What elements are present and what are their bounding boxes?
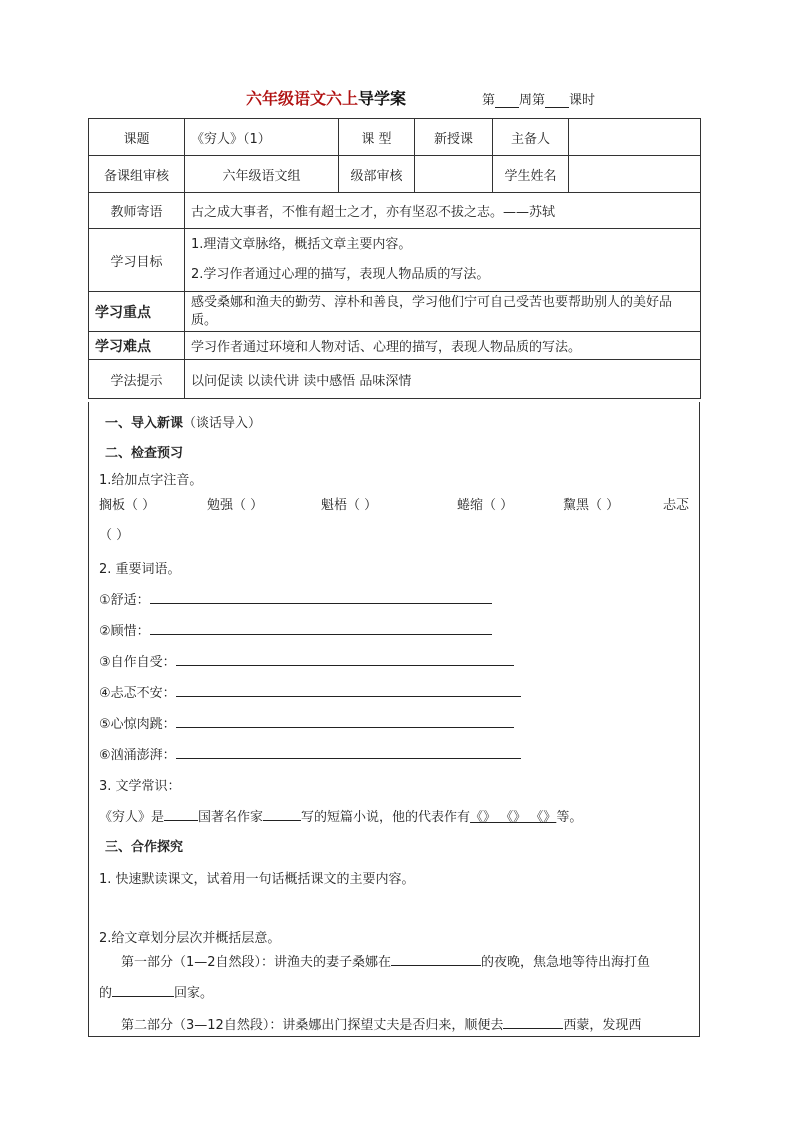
vocab-item-2: ②顾惜： xyxy=(99,620,492,639)
pinyin-item-2[interactable]: 勉强（ ） xyxy=(207,498,264,513)
part-1-blank-a[interactable] xyxy=(391,953,481,966)
vocab-answer-line[interactable] xyxy=(176,715,514,728)
period-blank[interactable] xyxy=(545,93,569,108)
pinyin-item-6-blank[interactable]: （ ） xyxy=(99,528,130,543)
difficulty-label: 学习难点 xyxy=(89,332,185,360)
exploration-2: 2.给文章划分层次并概括层意。 xyxy=(99,931,281,946)
pinyin-item-5[interactable]: 黧黑（ ） xyxy=(563,498,620,513)
part-1-summary-cont: 的 回家。 xyxy=(99,986,214,1001)
teacher-message: 古之成大事者，不惟有超士之才，亦有坚忍不拔之志。——苏轼 xyxy=(185,193,701,229)
teacher-message-label: 教师寄语 xyxy=(89,193,185,229)
lesson-info-table xyxy=(88,118,701,399)
vocab-answer-line[interactable] xyxy=(150,591,492,604)
vocab-item-1: ①舒适： xyxy=(99,589,492,608)
country-blank[interactable] xyxy=(164,808,198,821)
part-2-blank[interactable] xyxy=(503,1016,563,1029)
section-1-heading: 一、导入新课（谈话导入） xyxy=(105,416,262,431)
section-2-heading: 二、检查预习 xyxy=(105,446,184,461)
pinyin-item-4[interactable]: 蜷缩（ ） xyxy=(457,498,514,513)
week-blank[interactable] xyxy=(495,93,519,108)
vocab-item-4: ④忐忑不安： xyxy=(99,682,521,701)
pinyin-item-1[interactable]: 搁板（ ） xyxy=(99,498,156,513)
focus-label: 学习重点 xyxy=(89,292,185,332)
method-label: 学法提示 xyxy=(89,360,185,399)
student-name-value[interactable] xyxy=(569,156,701,193)
lesson-value: 《穷人》（1） xyxy=(185,119,339,156)
lesson-label: 课题 xyxy=(89,119,185,156)
document-title: 六年级语文六上导学案 xyxy=(246,89,407,108)
group-review-label: 备课组审核 xyxy=(89,156,185,193)
question-1: 1.给加点字注音。 xyxy=(99,473,203,488)
goal-2: 2.学习作者通过心理的描写，表现人物品质的写法。 xyxy=(191,267,490,282)
exploration-1: 1. 快速默读课文，试着用一句话概括课文的主要内容。 xyxy=(99,872,415,887)
vocab-item-6: ⑥汹涌澎湃： xyxy=(99,744,521,763)
vocab-item-3: ③自作自受： xyxy=(99,651,514,670)
part-1-blank-b[interactable] xyxy=(112,984,174,997)
part-2-summary: 第二部分（3—12自然段）：讲桑娜出门探望丈夫是否归来，顺便去 西蒙，发现西 xyxy=(121,1018,642,1033)
question-3: 3. 文学常识： xyxy=(99,779,181,794)
question-2: 2. 重要词语。 xyxy=(99,562,181,577)
week-period-field: 第 周第 课时 xyxy=(482,93,596,108)
student-name-label: 学生姓名 xyxy=(493,156,569,193)
vocab-item-5: ⑤心惊肉跳： xyxy=(99,713,514,732)
pinyin-item-6: 忐忑 xyxy=(663,498,690,513)
vocab-answer-line[interactable] xyxy=(150,622,492,635)
preparer-value[interactable] xyxy=(569,119,701,156)
section-3-heading: 三、合作探究 xyxy=(105,840,184,855)
goal-1: 1.理清文章脉络，概括文章主要内容。 xyxy=(191,237,412,252)
header xyxy=(0,86,794,112)
learning-goals-label: 学习目标 xyxy=(89,229,185,292)
pinyin-item-3[interactable]: 魁梧（ ） xyxy=(321,498,378,513)
focus-text: 感受桑娜和渔夫的勤劳、淳朴和善良，学习他们宁可自己受苦也要帮助别人的美好品质。 xyxy=(185,292,701,332)
preparer-label: 主备人 xyxy=(493,119,569,156)
works-blanks[interactable]: 《》 《》 《》 xyxy=(470,810,557,825)
author-blank[interactable] xyxy=(263,808,301,821)
type-label: 课 型 xyxy=(339,119,415,156)
grade-review-value[interactable] xyxy=(415,156,493,193)
worksheet-body xyxy=(88,402,700,1037)
literature-facts: 《穷人》是 国著名作家 写的短篇小说，他的代表作有《》 《》 《》等。 xyxy=(99,810,583,825)
method-text: 以问促读 以读代讲 读中感悟 品味深情 xyxy=(185,360,701,399)
vocab-answer-line[interactable] xyxy=(176,684,521,697)
difficulty-text: 学习作者通过环境和人物对话、心理的描写，表现人物品质的写法。 xyxy=(185,332,701,360)
vocab-answer-line[interactable] xyxy=(176,653,514,666)
vocab-answer-line[interactable] xyxy=(176,746,521,759)
type-value: 新授课 xyxy=(415,119,493,156)
part-1-summary: 第一部分（1—2自然段）：讲渔夫的妻子桑娜在 的夜晚，焦急地等待出海打鱼 xyxy=(121,955,651,970)
grade-review-label: 级部审核 xyxy=(339,156,415,193)
group-review-value: 六年级语文组 xyxy=(185,156,339,193)
learning-goals xyxy=(185,229,701,292)
